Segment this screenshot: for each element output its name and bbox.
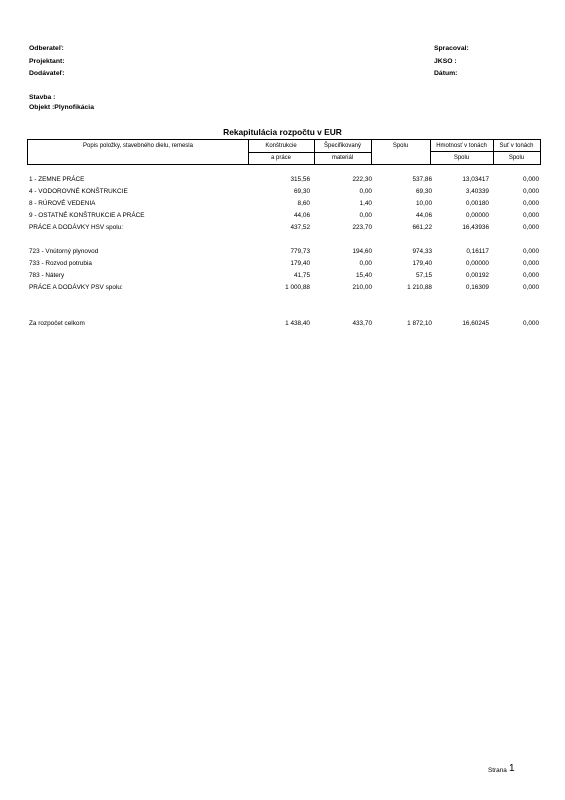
row-spolu: 1 210,88 (407, 284, 432, 291)
row-hmot: 0,00000 (465, 212, 489, 219)
table-row (0, 176, 565, 185)
row-konstr: 1 438,40 (285, 320, 310, 327)
col-konstrukcie: Konštrukcie (265, 143, 297, 149)
row-konstr: 437,52 (290, 224, 310, 231)
row-sut: 0,000 (523, 200, 539, 207)
row-konstr: 69,30 (294, 188, 310, 195)
row-mat: 194,60 (352, 248, 372, 255)
row-hmot: 16,43936 (462, 224, 489, 231)
row-popis: 8 - RÚROVÉ VEDENIA (29, 200, 96, 207)
row-spolu: 57,15 (416, 272, 432, 279)
row-mat: 222,30 (352, 176, 372, 183)
row-konstr: 41,75 (294, 272, 310, 279)
row-popis: 9 - OSTATNÉ KONŠTRUKCIE A PRÁCE (29, 212, 145, 219)
row-mat: 223,70 (352, 224, 372, 231)
row-mat: 433,70 (352, 320, 372, 327)
row-mat: 0,00 (359, 260, 372, 267)
row-hmot: 0,00180 (465, 200, 489, 207)
row-sut: 0,000 (523, 188, 539, 195)
row-hmot: 16,60245 (462, 320, 489, 327)
row-sut: 0,000 (523, 224, 539, 231)
projektant-label: Projektant: (29, 58, 65, 65)
table-row (0, 188, 565, 197)
row-spolu: 179,40 (412, 260, 432, 267)
jkso-label: JKSO : (434, 58, 457, 65)
col-spolu: Spolu (392, 143, 409, 149)
row-konstr: 1 000,88 (285, 284, 310, 291)
col-material-sub: materiál (331, 155, 354, 161)
datum-label: Dátum: (434, 70, 458, 77)
row-hmot: 3,40339 (465, 188, 489, 195)
row-sut: 0,000 (523, 320, 539, 327)
dodavatel-label: Dodávateľ: (29, 70, 65, 77)
stavba-label: Stavba : (29, 94, 56, 101)
row-popis: 783 - Nátery (29, 272, 65, 279)
row-hmot: 0,16309 (465, 284, 489, 291)
table-row-subtotal (0, 284, 565, 293)
table-row (0, 272, 565, 281)
spracoval-label: Spracoval: (434, 45, 469, 52)
row-mat: 15,40 (356, 272, 372, 279)
table-row (0, 200, 565, 209)
row-popis: 733 - Rozvod potrubia (29, 260, 92, 267)
col-konstrukcie-sub: a práce (270, 155, 291, 161)
row-spolu: 44,06 (416, 212, 432, 219)
row-hmot: 13,03417 (462, 176, 489, 183)
col-hmotnost: Hmotnosť v tonách (436, 143, 487, 149)
row-konstr: 8,60 (297, 200, 310, 207)
table-row-total (0, 320, 565, 329)
report-title: Rekapitulácia rozpočtu v EUR (223, 127, 342, 137)
row-konstr: 179,40 (290, 260, 310, 267)
row-spolu: 661,22 (412, 224, 432, 231)
row-popis: 723 - Vnútorný plynovod (29, 248, 99, 255)
row-mat: 1,40 (359, 200, 372, 207)
row-sut: 0,000 (523, 260, 539, 267)
row-sut: 0,000 (523, 248, 539, 255)
row-mat: 210,00 (352, 284, 372, 291)
table-row-subtotal (0, 224, 565, 233)
row-hmot: 0,00192 (465, 272, 489, 279)
row-popis: PRÁCE A DODÁVKY PSV spolu: (29, 284, 123, 291)
col-material: Špecifikovaný (323, 143, 362, 149)
row-spolu: 537,86 (412, 176, 432, 183)
row-hmot: 0,00000 (465, 260, 489, 267)
row-spolu: 10,00 (416, 200, 432, 207)
col-sut: Suť v tonách (499, 143, 534, 149)
table-row (0, 212, 565, 221)
row-spolu: 1 872,10 (407, 320, 432, 327)
row-spolu: 974,33 (412, 248, 432, 255)
row-mat: 0,00 (359, 188, 372, 195)
row-hmot: 0,16117 (466, 248, 489, 255)
col-popis: Popis položky, stavebného dielu, remesla (83, 143, 193, 149)
row-sut: 0,000 (523, 272, 539, 279)
col-sut-sub: Spolu (508, 155, 525, 161)
row-konstr: 315,56 (290, 176, 310, 183)
row-sut: 0,000 (523, 176, 539, 183)
row-sut: 0,000 (523, 284, 539, 291)
odberatel-label: Odberateľ: (29, 45, 64, 52)
page-label: Strana (488, 767, 507, 774)
row-mat: 0,00 (359, 212, 372, 219)
row-sut: 0,000 (523, 212, 539, 219)
row-popis: 1 - ZEMNE PRÁCE (29, 176, 85, 183)
objekt-label: Objekt :Plynofikácia (29, 104, 94, 111)
col-hmotnost-sub: Spolu (453, 155, 470, 161)
table-header (27, 139, 541, 165)
table-row (0, 248, 565, 257)
row-spolu: 69,30 (416, 188, 432, 195)
row-popis: 4 - VODOROVNÉ KONŠTRUKCIE (29, 188, 128, 195)
row-popis: PRÁCE A DODÁVKY HSV spolu: (29, 224, 124, 231)
row-konstr: 779,73 (290, 248, 310, 255)
page-number: 1 (509, 763, 515, 774)
row-konstr: 44,06 (294, 212, 310, 219)
table-row (0, 260, 565, 269)
row-popis: Za rozpočet celkom (29, 320, 85, 327)
